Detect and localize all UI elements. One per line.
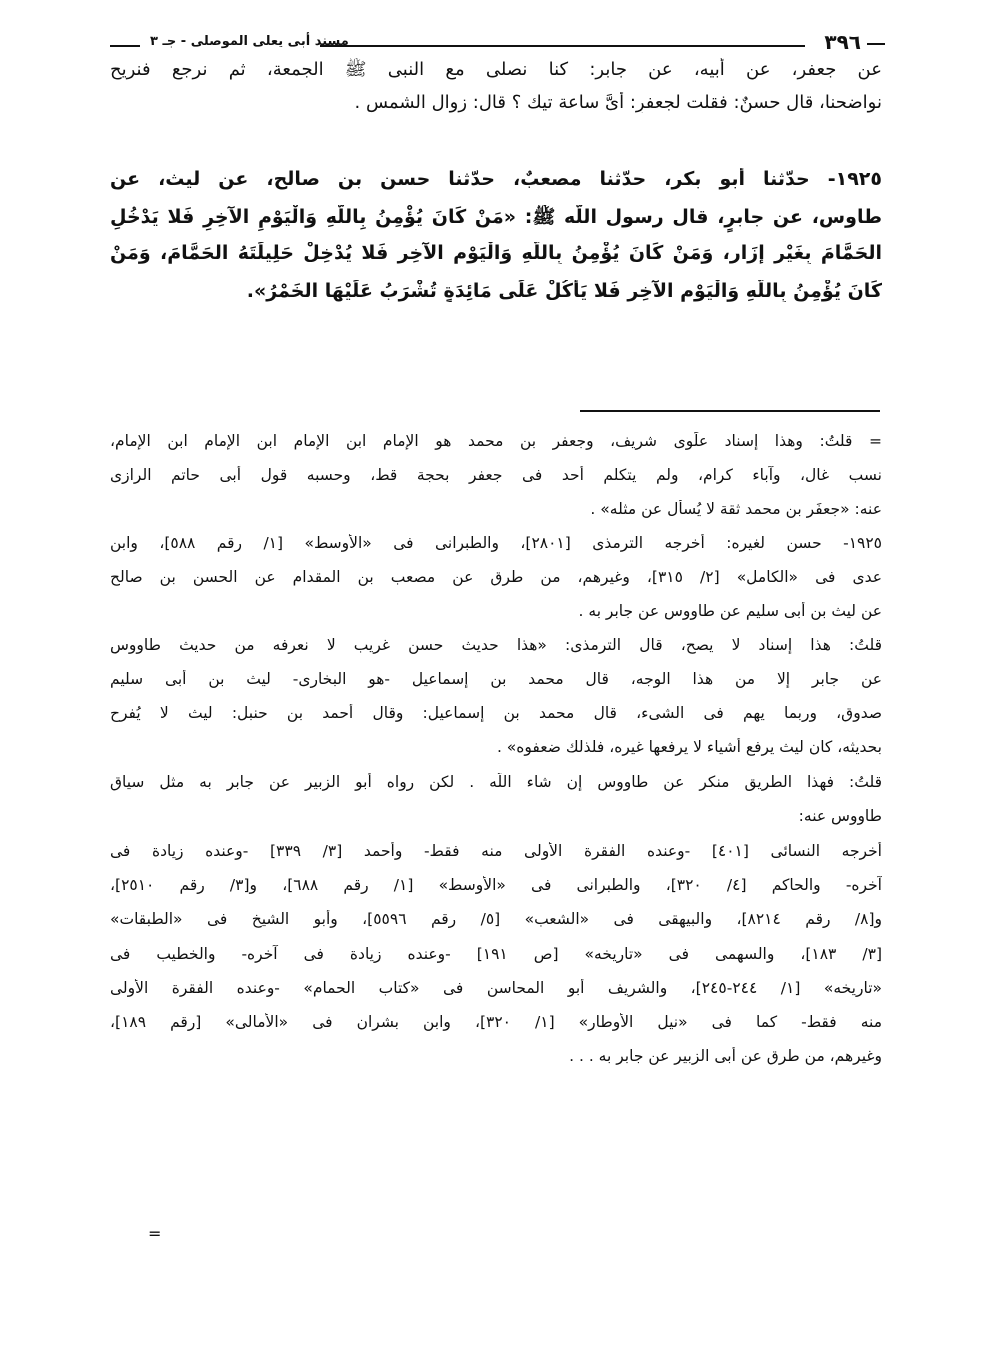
book-title: مسند أبى يعلى الموصلى - جـ ٣ xyxy=(150,34,349,49)
page-number: ٣٩٦ xyxy=(824,30,885,54)
footnote-line: [٣/ ١٨٣]، والسهمى فى «تاريخه» [ص ١٩١] -وعنده زيادة فى آخره- والخطيب فى xyxy=(110,945,882,963)
footnote-line: بحديثه، كان ليث يرفع أشياء لا يرفعها غيره، فلذلك ضعفوه» . xyxy=(496,738,882,756)
running-header xyxy=(110,30,885,60)
footnote-line: وغيرهم، من طرق عن أبى الزبير عن جابر به . . . xyxy=(569,1047,882,1065)
footnote-line: طاووس عنه: xyxy=(798,807,882,825)
footnote-line: منه فقط- كما فى «نيل الأوطار» [١/ ٣٢٠]، وابن بشران فى «الأمالى» [رقم ١٨٩]، xyxy=(110,1013,882,1031)
hadith-line: الحَمَّامَ بِغَيْرِ إِزَارٍ، وَمَنْ كَانَ يُؤْمِنُ بِاللَّهِ وَالْيَوْمِ الآخِرِ فَلا يُدْخِلْ حَلِيلَتَهُ الحَمَّامَ، وَمَنْ xyxy=(110,242,882,264)
footnote-line: عدى فى «الكامل» [٢/ ٣١٥]، وغيرهم، من طرق عن مصعب بن المقدام عن الحسن بن صالح xyxy=(110,568,882,586)
hadith-line: كَانَ يُؤْمِنُ بِاللَّهِ وَالْيَوْمِ الآخِرِ فَلا يَأْكُلْ عَلَى مَائِدَةٍ تُشْرَبُ عَلَيْهَا الخَمْرُ». xyxy=(246,280,882,302)
footnote-line: ١٩٢٥- حسن لغيره: أخرجه الترمذى [٢٨٠١]، والطبرانى فى «الأوسط» [١/ رقم ٥٨٨]، وابن xyxy=(110,534,882,552)
footnote-line: و[٨/ رقم ٨٢١٤]، والبيهقى فى «الشعب» [٥/ رقم ٥٥٩٦]، وأبو الشيخ فى «الطبقات» xyxy=(110,910,882,928)
footnote-line: قلتُ: فهذا الطريق منكر عن طاووس إن شاء اللّه . لكن رواه أبو الزبير عن جابر به مثل سياق xyxy=(110,773,882,791)
footnote-line: صدوق، وربما يهم فى الشىء، قال محمد بن إسماعيل: وقال أحمد بن حنبل: ليث لا يُفرح xyxy=(110,704,882,722)
footnote-line: عنه: «جعفَر بن محمد ثقة لا يُسأل عن مثله» . xyxy=(590,500,882,518)
text-line: عن جعفر، عن أبيه، عن جابر: كنا نصلى مع النبى ﷺ الجمعة، ثم نرجع فنريح xyxy=(110,59,882,80)
hadith-number: ١٩٢٥- xyxy=(827,168,882,190)
footnote-separator xyxy=(580,410,880,412)
footnote-line: قلتُ: هذا إسناد لا يصح، قال الترمذى: «هذا حديث حسن غريب لا نعرفه من حديث طاووس xyxy=(110,636,882,654)
continuation-mark: = xyxy=(148,1224,162,1243)
hadith-text: حدّثنا أبو بكرٍ، حدّثنا مصعبٌ، حدّثنا حسن بن صالحٍ، عن ليث، عن xyxy=(110,168,810,190)
footnote-line: عن جابر إلا من هذا الوجه، قال محمد بن إسماعيل -هو البخارى- ليث بن أبى سليم xyxy=(110,670,882,688)
text-line: نواضحنا، قال حسنٌ: فقلت لجعفرٍ: أىَّ ساعة تيك ؟ قال: زوال الشمس . xyxy=(354,92,882,113)
footnote-line: نسب غال، وآباء كرام، ولم يتكلم أحد فى جعفر بحجة قط، وحسبه قول أبى حاتم الرازى xyxy=(110,466,882,484)
hadith-line xyxy=(110,168,882,190)
header-rule-end xyxy=(110,45,140,47)
footnote-line: عن ليث بن أبى سليم عن طاووس عن جابر به . xyxy=(578,602,882,620)
footnote-line: آخره- والحاكم [٤/ ٣٢٠]، والطبرانى فى «الأوسط» [١/ رقم ٦٨٨]، و[٣/ رقم ٢٥١٠]، xyxy=(110,876,882,894)
hadith-line: طاوس، عن جابرٍ، قال رسول اللّه ﷺ: «مَنْ كَانَ يُؤْمِنُ بِاللَّهِ وَالْيَوْمِ الآخِرِ فَلا يَدْخُلِ xyxy=(110,206,882,228)
header-rule xyxy=(320,45,805,47)
footnote-line: = قلتُ: وهذا إسناد علَوى شريف، وجعفر بن محمد هو الإمام ابن الإمام ابن الإمام ابن الإمام، xyxy=(110,432,882,450)
footnote-line: أخرجه النسائى [٤٠١] -وعنده الفقرة الأولى منه فقط- وأحمد [٣/ ٣٣٩] -وعنده زيادة فى xyxy=(110,842,882,860)
footnote-line: «تاريخه» [١/ ٢٤٤-٢٤٥]، والشريف أبو المحاسن فى «كتاب الحمام» -وعنده الفقرة الأولى xyxy=(110,979,882,997)
